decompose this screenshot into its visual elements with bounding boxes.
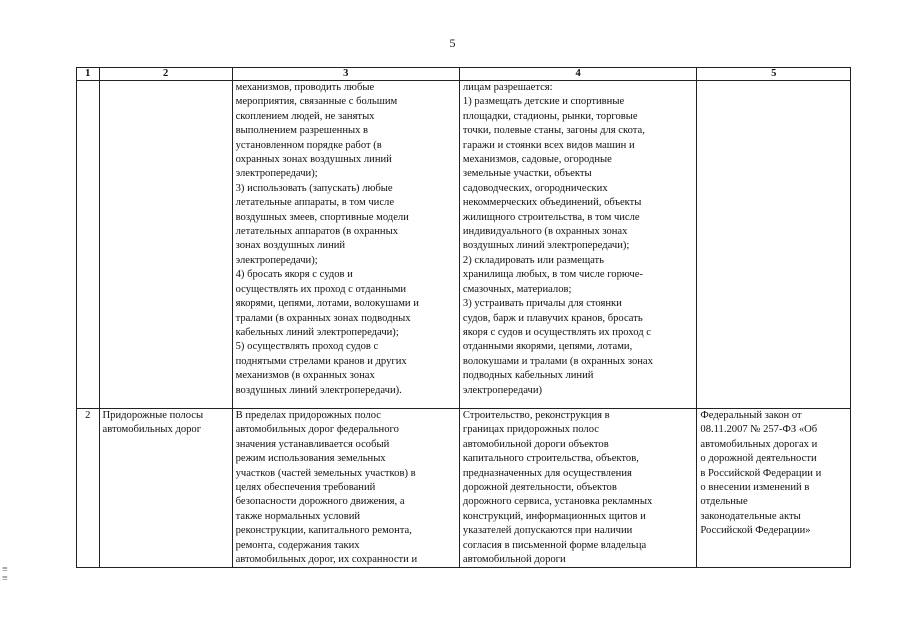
page-number: 5 (449, 36, 456, 50)
cell-text-line: 4) бросать якоря с судов и (235, 269, 353, 281)
table-row (77, 81, 851, 409)
cell-text-line: законодательные акты (700, 510, 801, 522)
cell-text-line: реконструкции, капитального ремонта, (235, 525, 412, 537)
cell-text-line: дорожного сервиса, установка рекламных (462, 496, 653, 508)
cell-text-line: гаражи и стоянки всех видов машин и (462, 139, 635, 151)
cell-text-line: смазочных, материалов; (462, 283, 572, 295)
row-number-cell: 2 (77, 409, 100, 568)
cell-text-line: садоводческих, огороднических (462, 182, 608, 194)
cell-text-line: ремонта, содержания таких (235, 539, 360, 551)
cell-text-line: отдельные (700, 496, 748, 508)
cell-text-line: автомобильных дорог, их сохранности и (235, 554, 418, 566)
cell-text-line: 08.11.2007 № 257-ФЗ «Об (700, 424, 818, 436)
cell-text-line: кабельных линий электропередачи); (235, 326, 399, 338)
cell-text-line: летательные аппараты, в том числе (235, 197, 395, 209)
column-header-4: 4 (459, 68, 697, 81)
restrictions-cell (232, 81, 459, 409)
cell-text-line: электропередачи) (462, 384, 543, 396)
cell-text-line: судов, барж и плавучих кранов, бросать (462, 312, 643, 324)
cell-text-line: Российской Федерации» (700, 525, 811, 537)
table-row (77, 409, 851, 568)
cell-text-line: 3) устраивать причалы для стоянки (462, 298, 622, 310)
cell-text-line: воздушных линий электропередачи); (462, 240, 630, 252)
cell-text-line: участков (частей земельных участков) в (235, 467, 416, 479)
cell-text-line: режим использования земельных (235, 453, 386, 465)
cell-text-line: площадки, стадионы, рынки, торговые (462, 110, 638, 122)
cell-text-line: лицам разрешается: (462, 82, 553, 93)
cell-text-line: механизмов, проводить любые (235, 82, 375, 93)
cell-text-line: 2) складировать или размещать (462, 254, 605, 266)
cell-text-line: целях обеспечения требований (235, 482, 376, 494)
cell-text-line: автомобильных дорогах и (700, 438, 818, 450)
cell-text-line: автомобильной дороги объектов (462, 438, 609, 450)
legal-basis-cell (697, 409, 851, 568)
cell-text-line: о внесении изменений в (700, 482, 810, 494)
cell-text-line: автомобильной дороги (462, 554, 566, 566)
cell-text-line: 5) осуществлять проход судов с (235, 341, 379, 353)
column-header-3: 3 (232, 68, 459, 81)
cell-text-line: отданными якорями, цепями, лотами, (462, 341, 633, 353)
cell-text-line: волокушами и тралами (в охранных зонах (462, 355, 653, 367)
cell-text-line: механизмов, садовые, огородные (462, 154, 612, 166)
cell-text-line: безопасности дорожного движения, а (235, 496, 405, 508)
column-header-2: 2 (99, 68, 232, 81)
cell-text-line: автомобильных дорог (102, 424, 202, 436)
cell-text-line: воздушных змеев, спортивные модели (235, 211, 409, 223)
cell-text-line: поднятыми стрелами кранов и других (235, 355, 407, 367)
cell-text-line: Придорожные полосы (102, 410, 204, 421)
table-header-row (77, 68, 851, 81)
cell-text-line: зонах воздушных линий (235, 240, 346, 252)
cell-text-line: воздушных линий электропередачи). (235, 384, 402, 396)
cell-text-line: охранных зонах воздушных линий (235, 154, 392, 166)
cell-text-line: электропередачи); (235, 168, 318, 180)
cell-text-line: механизмов (в охранных зонах (235, 370, 375, 382)
regulations-table (76, 67, 851, 568)
cell-text-line: жилищного строительства, в том числе (462, 211, 640, 223)
cell-text-line: мероприятия, связанные с большим (235, 96, 398, 108)
cell-text-line: индивидуального (в охранных зонах (462, 226, 628, 238)
cell-text-line: якорями, цепями, лотами, волокушами и (235, 298, 419, 310)
cell-text-line: 3) использовать (запускать) любые (235, 182, 393, 194)
scan-margin-mark: ≡ ≡ (2, 564, 8, 584)
cell-text-line: якоря с судов и осуществлять их проход с (462, 326, 651, 338)
cell-text-line: автомобильных дорог федерального (235, 424, 399, 436)
restrictions-cell (232, 409, 459, 568)
cell-text-line: точки, полевые станы, загоны для скота, (462, 125, 645, 137)
cell-text-line: В пределах придорожных полос (235, 410, 381, 421)
cell-text-line: тралами (в охранных зонах подводных (235, 312, 411, 324)
cell-text-line: подводных кабельных линий (462, 370, 594, 382)
conditions-cell (459, 409, 697, 568)
cell-text-line: дорожной деятельности, объектов (462, 482, 617, 494)
row-number-cell (77, 81, 100, 409)
cell-text-line: выполнением разрешенных в (235, 125, 369, 137)
cell-text-line: хранилища любых, в том числе горюче- (462, 269, 643, 281)
cell-text-line: согласия в письменной форме владельца (462, 539, 647, 551)
cell-text-line: Федеральный закон от (700, 410, 802, 421)
cell-text-line: установленном порядке работ (в (235, 139, 382, 151)
column-header-1: 1 (77, 68, 100, 81)
cell-text-line: земельные участки, объекты (462, 168, 592, 180)
cell-text-line: скоплением людей, не занятых (235, 110, 375, 122)
cell-text-line: в Российской Федерации и (700, 467, 822, 479)
cell-text-line: предназначенных для осуществления (462, 467, 632, 479)
cell-text-line: летательных аппаратов (в охранных (235, 226, 398, 238)
cell-text-line: Строительство, реконструкция в (462, 410, 610, 421)
cell-text-line: осуществлять их проход с отданными (235, 283, 407, 295)
legal-basis-cell (697, 81, 851, 409)
cell-text-line: некоммерческих объединений, объекты (462, 197, 642, 209)
cell-text-line: границах придорожных полос (462, 424, 599, 436)
zone-name-cell (99, 81, 232, 409)
zone-name-cell (99, 409, 232, 568)
cell-text-line: о дорожной деятельности (700, 453, 817, 465)
cell-text-line: значения устанавливается особый (235, 438, 390, 450)
conditions-cell (459, 81, 697, 409)
cell-text-line: капитального строительства, объектов, (462, 453, 639, 465)
cell-text-line: электропередачи); (235, 254, 318, 266)
column-header-5: 5 (697, 68, 851, 81)
cell-text-line: 1) размещать детские и спортивные (462, 96, 625, 108)
cell-text-line: конструкций, информационных щитов и (462, 510, 646, 522)
cell-text-line: указателей допускаются при наличии (462, 525, 633, 537)
cell-text-line: также нормальных условий (235, 510, 361, 522)
